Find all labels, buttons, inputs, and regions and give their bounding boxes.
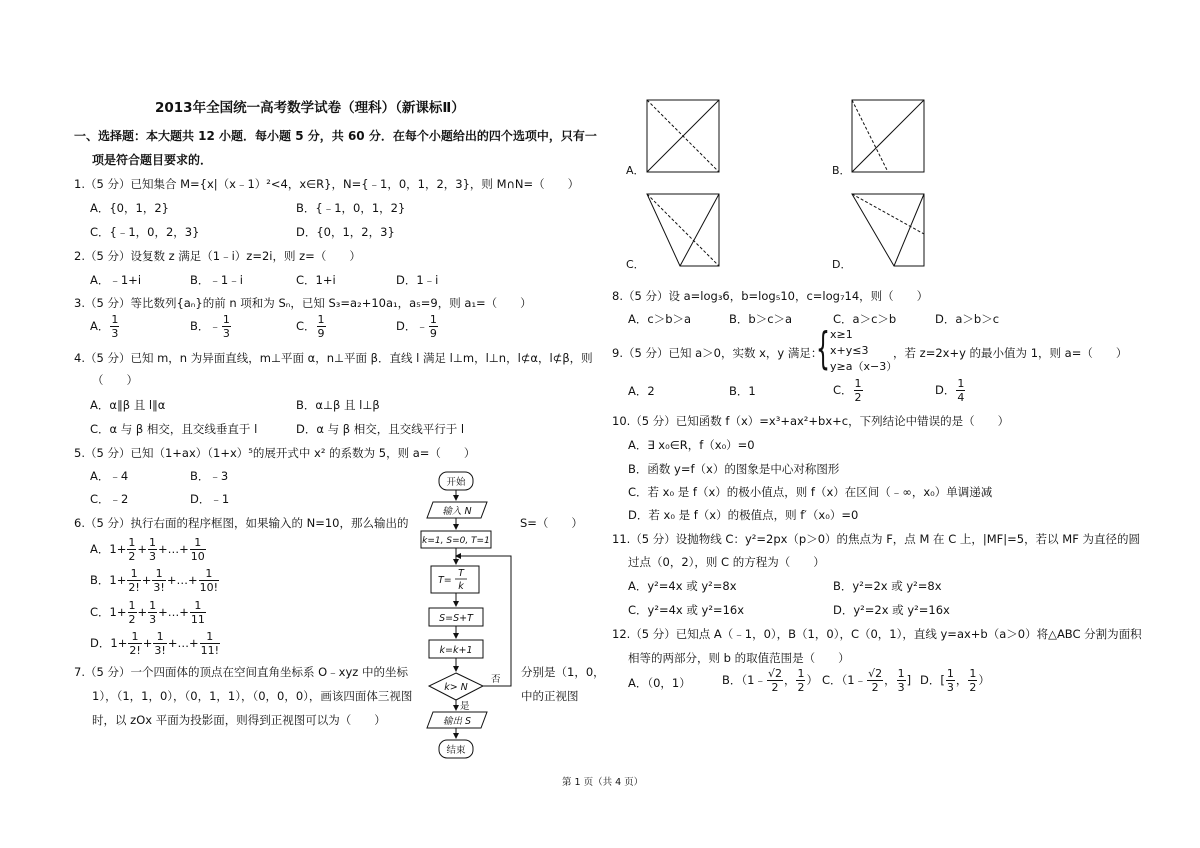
q9-constraint-2: x+y≤3 (830, 344, 869, 357)
q9-option-c: C． $\frac{1}{2}$ (833, 377, 862, 404)
q11-option-a: A．y²=4x 或 y²=8x (628, 579, 737, 593)
q9-stem: 9.（5 分）已知 a＞0，实数 x，y 满足： (612, 346, 823, 360)
flowchart-s-label: S=S+T (439, 613, 473, 624)
q8-option-b: B．b＞c＞a (729, 312, 793, 326)
fraction: $\frac{1}{3}$ (222, 313, 230, 340)
q1-option-d: D．{0，1，2，3} (296, 225, 395, 239)
q2-option-d: D．1﹣i (396, 273, 439, 287)
q4-option-d: D．α 与 β 相交，且交线平行于 l (296, 422, 465, 436)
q7-figure-a (647, 100, 719, 172)
q6-option-d: D．1+ $\frac{1}{2!}$ + $\frac{1}{3!}$ +…+ $\frac{1}{11!}$ (90, 630, 220, 657)
flowchart-end-label: 结束 (446, 745, 466, 756)
q2-stem: 2.（5 分）设复数 z 满足（1﹣i）z=2i，则 z=（ ） (74, 249, 361, 263)
q4-stem: 4.（5 分）已知 m，n 为异面直线，m⊥平面 α，n⊥平面 β．直线 l 满足 l⊥m，l⊥n，l⊄α，l⊄β，则 (74, 351, 593, 365)
q7-figure-d (852, 194, 924, 266)
q9-option-b: B．1 (729, 384, 756, 398)
q3-option-a: A． $\frac{1}{3}$ (90, 313, 119, 340)
q4-stem-cont: （ ） (92, 373, 138, 387)
flowchart-init-label: k=1, S=0, T=1 (422, 536, 490, 546)
q4-option-c: C．α 与 β 相交，且交线垂直于 l (90, 422, 258, 436)
flowchart-output-label: 输出 S (442, 716, 472, 727)
q3-stem: 3.（5 分）等比数列{aₙ}的前 n 项和为 Sₙ，已知 S₃=a₂+10a₁，a₅=9，则 a₁=（ ） (74, 296, 532, 310)
q10-option-c: C．若 x₀ 是 f（x）的极小值点，则 f（x）在区间（﹣∞，x₀）单调递减 (628, 485, 993, 499)
q9-constraint-3: y≥a（x−3） (830, 360, 898, 373)
q7-option-c: C． (626, 258, 645, 271)
fraction: $\frac{1}{3}$ (111, 313, 119, 340)
flowchart-t-den: k (458, 581, 464, 592)
q12-option-d: D．[ $\frac{1}{3}$ ， $\frac{1}{2}$ ） (920, 667, 990, 694)
q2-option-c: C．1+i (296, 273, 336, 287)
q7-stem-line2-tail: 中的正视图 (521, 689, 579, 703)
q9-option-a: A．2 (628, 384, 655, 398)
q7-option-d: D． (832, 258, 852, 271)
q5-option-a: A．﹣4 (90, 469, 129, 483)
q10-option-a: A．∃ x₀∈R，f（x₀）=0 (628, 438, 755, 452)
program-flowchart (415, 468, 520, 762)
q1-stem: 1.（5 分）已知集合 M={x|（x﹣1）²<4，x∈R}，N={﹣1，0，1，2，3}，则 M∩N=（ ） (74, 177, 580, 191)
q10-stem: 10.（5 分）已知函数 f（x）=x³+ax²+bx+c，下列结论中错误的是（ ） (612, 414, 1010, 428)
flowchart-start-label: 开始 (446, 477, 466, 488)
q4-option-a: A．α∥β 且 l∥α (90, 398, 166, 412)
q7-stem-line1-tail: 分别是（1，0， (521, 665, 605, 679)
q7-stem-line1: 7.（5 分）一个四面体的顶点在空间直角坐标系 O﹣xyz 中的坐标 (74, 665, 408, 679)
q12-stem: 12.（5 分）已知点 A（﹣1，0），B（1，0），C（0，1），直线 y=ax+b（a＞0）将△ABC 分割为面积 (612, 627, 1142, 641)
flowchart-yes-label: 是 (460, 701, 470, 712)
q12-option-c: C．（1﹣ $\frac{√2}{2}$ ， $\frac{1}{3}$ ] (822, 667, 912, 694)
q3-option-c: C． $\frac{1}{9}$ (296, 313, 325, 340)
q12-option-b: B．（1﹣ $\frac{√2}{2}$ ， $\frac{1}{2}$ ） (722, 667, 818, 694)
flowchart-no-label: 否 (491, 674, 501, 685)
q2-option-b: B．﹣1﹣i (190, 273, 243, 287)
q9-stem-tail: ，若 z=2x+y 的最小值为 1，则 a=（ ） (893, 346, 1128, 360)
q3-option-b: B．﹣ $\frac{1}{3}$ (190, 313, 230, 340)
q11-option-b: B．y²=2x 或 y²=8x (833, 579, 942, 593)
q9-option-d: D． $\frac{1}{4}$ (935, 377, 965, 404)
q11-stem: 11.（5 分）设抛物线 C：y²=2px（p＞0）的焦点为 F，点 M 在 C 上，|MF|=5，若以 MF 为直径的圆 (612, 532, 1140, 546)
q7-stem-line2: 1），（1，1，0），（0，1，1），（0，0，0），画该四面体三视图 (92, 689, 413, 703)
flowchart-input-label: 输入 N (442, 506, 472, 517)
q11-stem-cont: 过点（0，2），则 C 的方程为（ ） (628, 555, 825, 569)
flowchart-cond-label: k> N (444, 682, 468, 693)
q8-option-d: D．a＞b＞c (935, 312, 1000, 326)
q7-option-a: A． (626, 164, 645, 177)
q5-stem: 5.（5 分）已知（1+ax）（1+x）⁵的展开式中 x² 的系数为 5，则 a=（ ） (74, 446, 476, 460)
q6-option-c: C．1+ $\frac{1}{2}$ + $\frac{1}{3}$ +…+ $\frac{1}{11}$ (90, 599, 205, 626)
q1-option-c: C．{﹣1，0，2，3} (90, 225, 200, 239)
q5-option-b: B．﹣3 (190, 469, 229, 483)
q6-option-b: B．1+ $\frac{1}{2!}$ + $\frac{1}{3!}$ +…+ $\frac{1}{10!}$ (90, 567, 219, 594)
q6-stem: 6.（5 分）执行右面的程序框图，如果输入的 N=10，那么输出的 (74, 516, 409, 530)
q6-stem-tail: S=（ ） (520, 516, 583, 530)
flowchart-t-num: T (458, 568, 464, 579)
q11-option-d: D．y²=2x 或 y²=16x (833, 603, 950, 617)
q9-constraint-1: x≥1 (830, 328, 853, 341)
q2-option-a: A．﹣1+i (90, 273, 142, 287)
section-heading: 一、选择题：本大题共 12 小题．每小题 5 分，共 60 分．在每个小题给出的四个选项中，只有一 (74, 129, 597, 143)
q6-option-a: A．1+ $\frac{1}{2}$ + $\frac{1}{3}$ +…+ $\frac{1}{10}$ (90, 536, 205, 563)
q10-option-b: B．函数 y=f（x）的图象是中心对称图形 (628, 462, 840, 476)
fraction: $\frac{1}{9}$ (317, 313, 325, 340)
q12-stem-cont: 相等的两部分，则 b 的取值范围是（ ） (628, 651, 850, 665)
q3-option-d: D．﹣ $\frac{1}{9}$ (396, 313, 437, 340)
q7-option-figures-right (828, 94, 988, 284)
flowchart-t-label: T= (438, 575, 452, 586)
section-heading-cont: 项是符合题目要求的． (92, 153, 213, 167)
q8-stem: 8.（5 分）设 a=log₃6，b=log₅10，c=log₇14，则（ ） (612, 289, 929, 303)
q5-option-d: D．﹣1 (190, 492, 230, 506)
q1-option-a: A．{0，1，2} (90, 201, 169, 215)
q1-option-b: B．{﹣1，0，1，2} (296, 201, 406, 215)
q7-stem-line3: 时，以 zOx 平面为投影面，则得到正视图可以为（ ） (92, 713, 386, 727)
q11-option-c: C．y²=4x 或 y²=16x (628, 603, 745, 617)
q5-option-c: C．﹣2 (90, 492, 129, 506)
page-footer: 第 1 页（共 4 页） (562, 777, 644, 788)
q12-option-a: A．（0，1） (628, 676, 691, 690)
q7-option-b: B． (832, 164, 851, 177)
q8-option-a: A．c＞b＞a (628, 312, 692, 326)
q10-option-d: D．若 x₀ 是 f（x）的极值点，则 f′（x₀）=0 (628, 508, 859, 522)
q7-figure-b (852, 100, 924, 172)
flowchart-k-label: k=k+1 (439, 645, 473, 656)
page-title: 2013年全国统一高考数学试卷（理科）（新课标Ⅱ） (155, 100, 465, 116)
fraction: $\frac{1}{9}$ (429, 313, 437, 340)
q8-option-c: C．a＞c＞b (833, 312, 897, 326)
q7-figure-c (647, 194, 719, 266)
q4-option-b: B．α⊥β 且 l⊥β (296, 398, 380, 412)
